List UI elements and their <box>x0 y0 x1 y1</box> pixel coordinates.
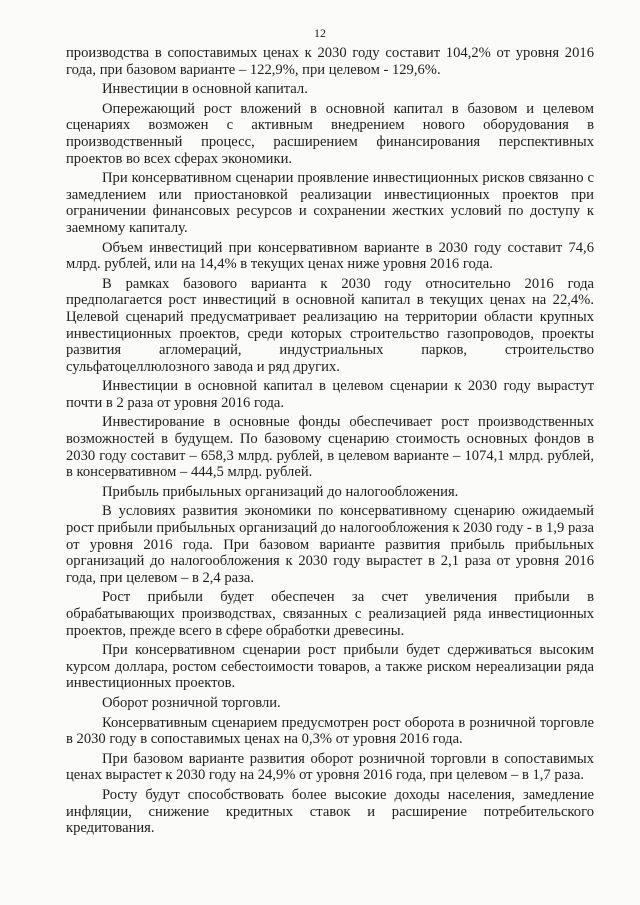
paragraph: При консервативном сценарии рост прибыли будет сдерживаться высоким курсом доллара, ростом себестоимости товаров, а также риском нереализации ряда инвестиционных проектов. <box>66 642 594 692</box>
paragraph: Опережающий рост вложений в основной капитал в базовом и целевом сценариях возможен с активным внедрением нового оборудования в производственный процесс, расширением финансирования перспективных проектов во всех сферах экономики. <box>66 100 594 167</box>
page-number: 12 <box>314 26 326 40</box>
section-heading: Инвестиции в основной капитал. <box>102 81 308 98</box>
paragraph: Консервативным сценарием предусмотрен рост оборота в розничной торговле в 2030 году в сопоставимых ценах на 0,3% от уровня 2016 года. <box>66 714 594 748</box>
paragraph: Объем инвестиций при консервативном варианте в 2030 году составит 74,6 млрд. рублей, или на 14,4% в текущих ценах ниже уровня 2016 года. <box>66 239 594 273</box>
section-heading: Оборот розничной торговли. <box>102 694 281 711</box>
paragraph: В условиях развития экономики по консервативному сценарию ожидаемый рост прибыли прибыльных организаций до налогообложения к 2030 году - в 1,9 раза от уровня 2016 года. При базовом варианте развития прибыль прибыльных организаций до налогообложения к 2030 году вырастет в 2,1 раза от уровня 2016 года, при целевом – в 2,4 раза. <box>66 503 594 586</box>
paragraph: Инвестирование в основные фонды обеспечивает рост производственных возможностей в будущем. По базовому сценарию стоимость основных фондов в 2030 году составит – 658,3 млрд. рублей, в целевом варианте – 1074,1 млрд. рублей, в консервативном – 444,5 млрд. рублей. <box>66 414 594 481</box>
paragraph: производства в сопоставимых ценах к 2030 году составит 104,2% от уровня 2016 года, при базовом варианте – 122,9%, при целевом - 129,6%. <box>66 45 594 78</box>
paragraph: При консервативном сценарии проявление инвестиционных рисков связанно с замедлением или приостановкой реализации инвестиционных проектов при ограничении финансовых ресурсов и сохранении жестких условий по доступу к заемному капиталу. <box>66 170 594 236</box>
paragraph: При базовом варианте развития оборот розничной торговли в сопоставимых ценах вырастет к 2030 году на 24,9% от уровня 2016 года, при целевом – в 1,7 раза. <box>66 750 594 784</box>
document-body <box>66 45 594 840</box>
paragraph: Инвестиции в основной капитал в целевом сценарии к 2030 году вырастут почти в 2 раза от уровня 2016 года. <box>66 378 594 411</box>
section-heading: Прибыль прибыльных организаций до налогообложения. <box>102 483 459 500</box>
paragraph: В рамках базового варианта к 2030 году относительно 2016 года предполагается рост инвестиций в основной капитал в текущих ценах на 22,4%. Целевой сценарий предусматривает реализацию на территории области крупных инвестиционных проектов, среди которых строительство газопроводов, проекты развития агломераций, индустриальных парков, строительство сульфатоцеллюлозного завода и ряд других. <box>66 275 594 375</box>
paragraph: Росту будут способствовать более высокие доходы населения, замедление инфляции, снижение кредитных ставок и расширение потребительского кредитования. <box>66 786 594 837</box>
paragraph: Рост прибыли будет обеспечен за счет увеличения прибыли в обрабатывающих производствах, связанных с реализацией ряда инвестиционных проектов, прежде всего в сфере обработки древесины. <box>66 589 594 639</box>
